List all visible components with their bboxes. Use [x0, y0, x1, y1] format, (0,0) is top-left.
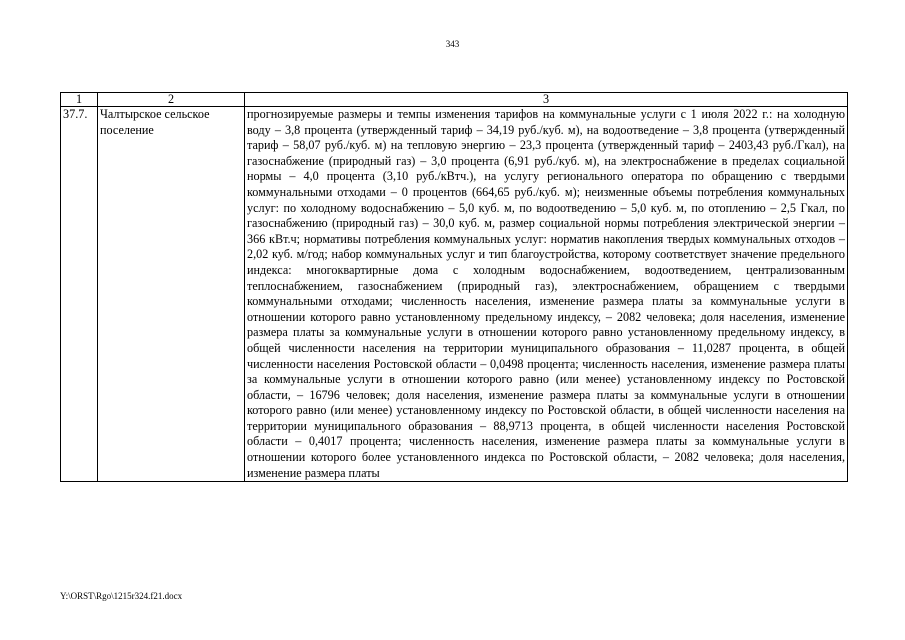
column-header-2: 2: [98, 93, 245, 107]
document-file-path: Y:\ORST\Rgo\1215r324.f21.docx: [60, 591, 183, 601]
page-number: 343: [445, 39, 460, 49]
settlement-name-cell: Чалтырское сельское поселение: [98, 107, 245, 482]
column-header-1: 1: [61, 93, 98, 107]
column-header-3: 3: [245, 93, 848, 107]
table-header-row: [61, 93, 848, 107]
tariff-table: [60, 92, 848, 482]
row-number-cell: 37.7.: [61, 107, 98, 482]
tariff-description-cell: прогнозируемые размеры и темпы изменения тарифов на коммунальные услуги с 1 июля 2022 г.: на холодную воду – 3,8 процента (утвержденный тариф – 34,19 руб./куб. м), на водоотведение – 3,8 процента (утвержденный тариф – 58,07 руб./куб. м) на тепловую энергию – 23,3 процента (утвержденный тариф – 2403,43 руб./Гкал), на газоснабжение (природный газ) – 3,0 процента (6,91 руб./куб. м), на электроснабжение в пределах социальной нормы – 4,0 процента (3,10 руб./кВтч.), на услугу регионального оператора по обращению с твердыми коммунальными отходами – 0 процентов (664,65 руб./куб. м); неизменные объемы потребления коммунальных услуг: по холодному водоснабжению – 5,0 куб. м, по водоотведению – 5,0 куб. м, по отоплению – 2,5 Гкал, по газоснабжению (природный газ) – 30,0 куб. м, размер социальной нормы потребления электрической энергии – 366 кВт.ч; нормативы потребления коммунальных услуг: норматив накопления твердых коммунальных отходов – 2,02 куб. м/год; набор коммунальных услуг и тип благоустройства, которому соответствует значение предельного индекса: многоквартирные дома с холодным водоснабжением, водоотведением, централизованным теплоснабжением, газоснабжением (природный газ), электроснабжением, обращением с твердыми коммунальными отходами; численность населения, изменение размера платы за коммунальные услуги в отношении которого равно установленному предельному индексу, – 2082 человека; доля населения, изменение размера платы за коммунальные услуги в отношении которого равно установленному предельному индексу, в общей численности населения на территории муниципального образования – 11,0287 процента, в общей численности населения Ростовской области – 0,0498 процента; численность населения, изменение размера платы за коммунальные услуги в отношении которого равно (или менее) установленному индексу по Ростовской области, – 16796 человек; доля населения, изменение размера платы за коммунальные услуги в отношении которого равно (или менее) установленному индексу по Ростовской области, в общей численности населения на территории муниципального образования – 88,9713 процента, в общей численности населения Ростовской области – 0,4017 процента; численность населения, изменение размера платы за коммунальные услуги в отношении которого более установленного индекса по Ростовской области, – 2082 человека; доля населения, изменение размера платы: [245, 107, 848, 482]
table-row: [61, 107, 848, 482]
